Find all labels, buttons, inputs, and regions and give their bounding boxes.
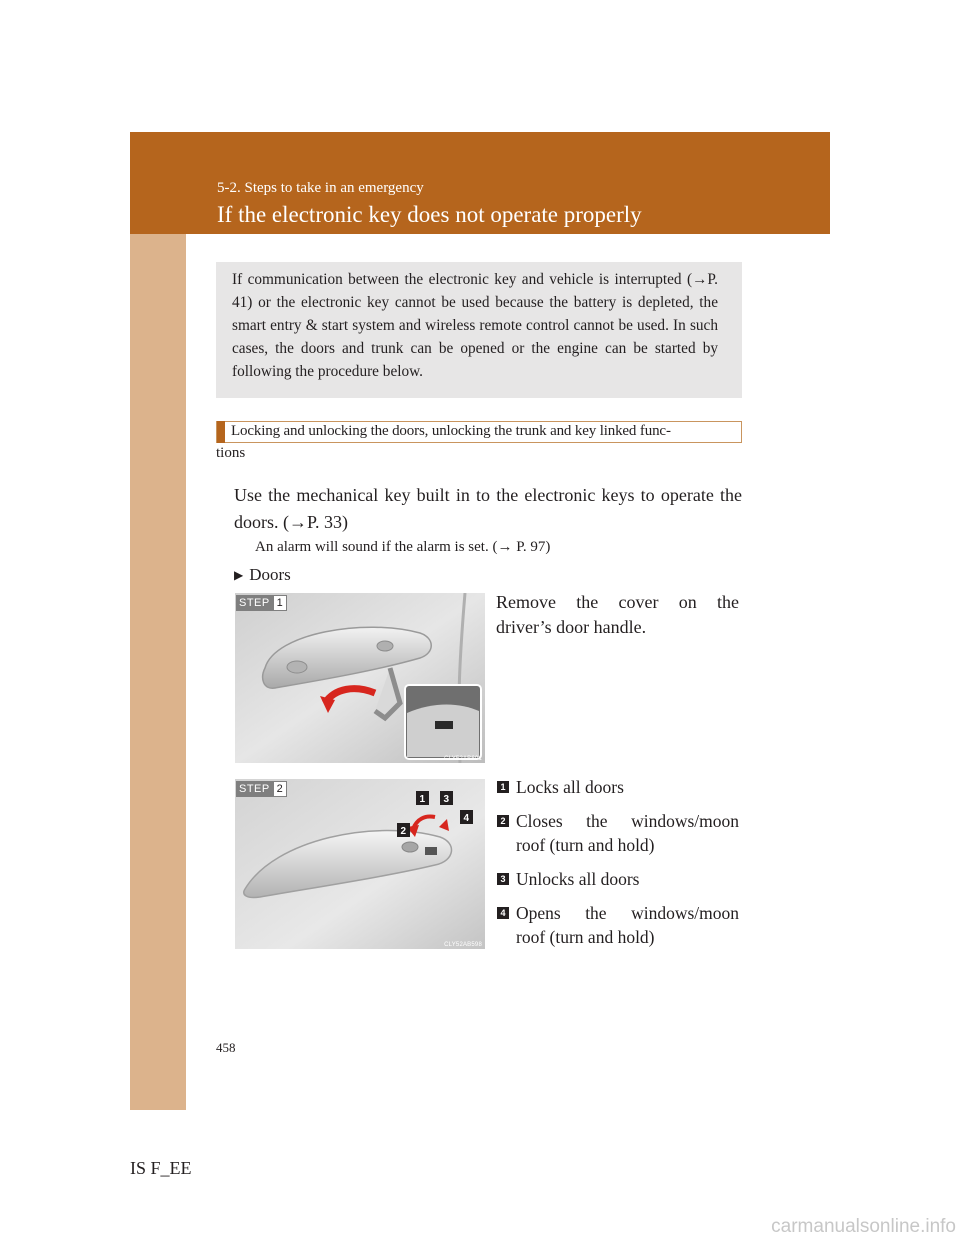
step-1-word: STEP (236, 595, 273, 611)
step-1-image-code: CLY52AB601 (444, 756, 482, 762)
number-2-icon: 2 (497, 815, 509, 827)
legend-text-cont: roof (turn and hold) (516, 835, 655, 855)
step-1-badge (236, 595, 287, 611)
bullet-label: Doors (249, 565, 291, 584)
legend-text: Locks all doors (516, 777, 624, 797)
note-text: An alarm will sound if the alarm is set. (→ P. 97) (255, 539, 551, 555)
step-1-line-2: driver’s door handle. (496, 617, 647, 637)
number-4-icon: 4 (497, 907, 509, 919)
callout-4: 4 (463, 813, 470, 824)
number-3-icon: 3 (497, 873, 509, 885)
triangle-bullet-icon: ▶ (234, 568, 244, 582)
footer-watermark: carmanualsonline.info (771, 1216, 956, 1237)
subheading-text: Locking and unlocking the doors, unlocking the trunk and key linked func- (231, 423, 671, 439)
step-2-image (235, 779, 485, 949)
body-paragraph: Use the mechanical key built in to the electronic keys to operate the doors. (→P. 33) (234, 485, 742, 532)
legend-text-cont: roof (turn and hold) (516, 927, 655, 947)
intro-text: If communication between the electronic key and vehicle is interrupted (→P. 41) or the electronic key cannot be used because the battery is depleted, the smart entry & start system and wireless remote control cannot be used. In such cases, the doors and trunk can be opened or the engine can be started by following the procedure below. (232, 271, 718, 380)
number-1-icon: 1 (497, 781, 509, 793)
step-1-line-1: Remove the cover on the (496, 592, 739, 612)
legend-item (496, 867, 739, 891)
key-in-cylinder-illustration (235, 779, 485, 949)
page-title: If the electronic key does not operate properly (217, 202, 642, 227)
step-1-image (235, 593, 485, 763)
page-number: 458 (216, 1040, 236, 1055)
section-label: 5-2. Steps to take in an emergency (217, 180, 424, 196)
door-handle-cover-illustration (235, 593, 485, 763)
step-1-number: 1 (273, 595, 287, 611)
step-1-instruction (496, 590, 739, 640)
step-2-badge (236, 781, 287, 797)
legend-item (496, 775, 739, 799)
step-2-number: 2 (273, 781, 287, 797)
legend-text: Opens the windows/moon (516, 903, 739, 923)
step-2-image-code: CLY52AB598 (444, 942, 482, 948)
subheading-bar (216, 421, 742, 443)
callout-2: 2 (400, 826, 407, 837)
subheading-continuation: tions (216, 445, 246, 461)
doors-bullet (234, 565, 291, 585)
callout-3: 3 (443, 794, 450, 805)
legend-item (496, 901, 739, 949)
callout-1: 1 (419, 794, 426, 805)
subheading-marker (217, 421, 225, 443)
side-tab-band (130, 132, 186, 1110)
legend-text: Closes the windows/moon (516, 811, 739, 831)
legend-item (496, 809, 739, 857)
step-2-word: STEP (236, 781, 273, 797)
step-2-legend (496, 775, 739, 959)
document-code: IS F_EE (130, 1158, 192, 1178)
legend-text: Unlocks all doors (516, 869, 640, 889)
